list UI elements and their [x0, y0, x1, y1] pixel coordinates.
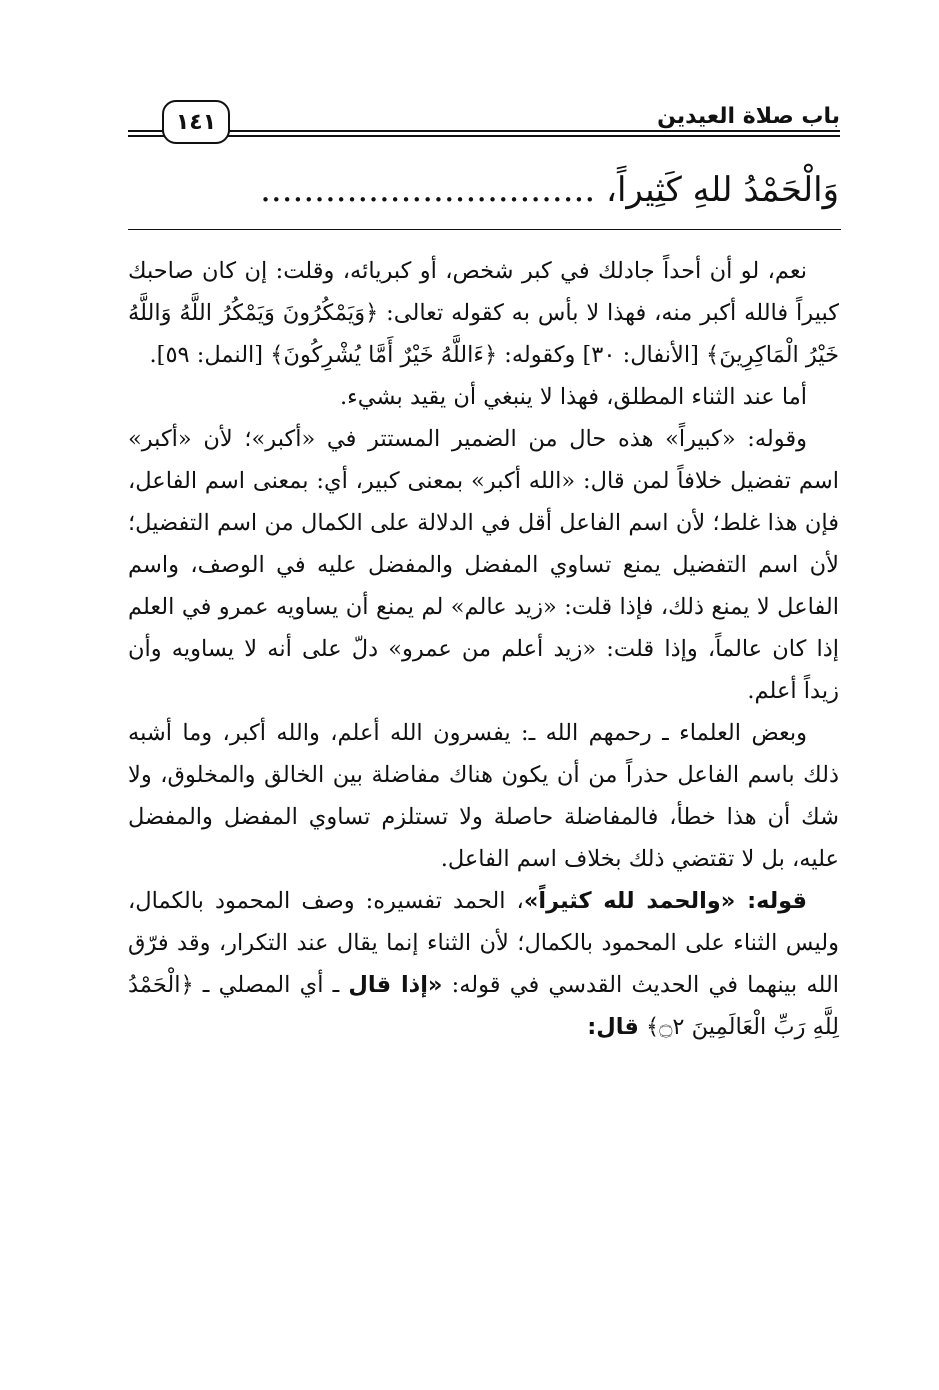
header-rule-left — [128, 130, 164, 137]
page-number: ١٤١ — [162, 100, 230, 144]
paragraph-3: وقوله: «كبيراً» هذه حال من الضمير المستتر في «أكبر»؛ لأن «أكبر» اسم تفضيل خلافاً لمن قال: «الله أكبر» بمعنى كبير، أي: بمعنى اسم الفاعل، فإن هذا غلط؛ لأن اسم الفاعل أقل في الدلالة على الكمال من اسم التفضيل؛ لأن اسم التفضيل يمنع تساوي المفضل والمفضل عليه في الوصف، واسم الفاعل لا يمنع ذلك، فإذا قلت: «زيد عالم» لم يمنع أن يساويه عمرو في العلم إذا كان عالماً، وإذا قلت: «زيد أعلم من عمرو» دلّ على أنه لا يساويه وأن زيداً أعلم. — [128, 426, 839, 704]
paragraph-2: أما عند الثناء المطلق، فهذا لا ينبغي أن يقيد بشيء. — [339, 384, 807, 410]
paragraph-5-lead: قوله: «والحمد لله كثيراً» — [523, 888, 807, 914]
running-header — [128, 100, 840, 150]
paragraph-5 — [128, 880, 839, 1048]
matn-separator — [128, 229, 841, 230]
paragraph-4: وبعض العلماء ـ رحمهم الله ـ: يفسرون الله أعلم، والله أكبر، وما أشبه ذلك باسم الفاعل حذراً من أن يكون هناك مفاضلة بين الخالق والمخلوق، ولا شك أن هذا خطأ، فالمفاضلة حاصلة ولا تستلزم تساوي المفضل والمفضل عليه، بل لا تقتضي ذلك بخلاف اسم الفاعل. — [128, 720, 839, 872]
matn-text: وَالْحَمْدُ للهِ كَثِيراً، — [605, 170, 839, 210]
matn-line — [128, 160, 839, 220]
paragraph-1: نعم، لو أن أحداً جادلك في كبر شخص، أو كبريائه، وقلت: إن كان صاحبك كبيراً فالله أكبر منه، فهذا لا بأس به كقوله تعالى: ﴿وَيَمْكُرُونَ وَيَمْكُرُ اللَّهُ وَاللَّهُ خَيْرُ الْمَاكِرِينَ﴾ [الأنفال: ٣٠] وكقوله: ﴿ءَاللَّهُ خَيْرٌ أَمَّا يُشْرِكُونَ﴾ [النمل: ٥٩]. — [128, 258, 839, 368]
paragraph-5-text: ، الحمد تفسيره: وصف المحمود بالكمال، وليس الثناء على المحمود بالكمال؛ لأن الثناء إنما يقال عند التكرار، وقد فرّق الله بينهما في الحديث القدسي في قوله: — [128, 888, 839, 998]
chapter-title: باب صلاة العيدين — [657, 104, 840, 129]
matn-dots: ............................... — [260, 170, 596, 210]
hadith-quote-end: قال: — [587, 1014, 639, 1040]
header-rule-right — [228, 130, 840, 137]
hadith-quote-text: ـ أي المصلي ـ ﴿الْحَمْدُ لِلَّهِ رَبِّ الْعَالَمِينَ ۝٢﴾ — [128, 972, 839, 1040]
commentary-body — [128, 250, 839, 1048]
hadith-quote-lead: «إذا قال — [348, 972, 443, 998]
